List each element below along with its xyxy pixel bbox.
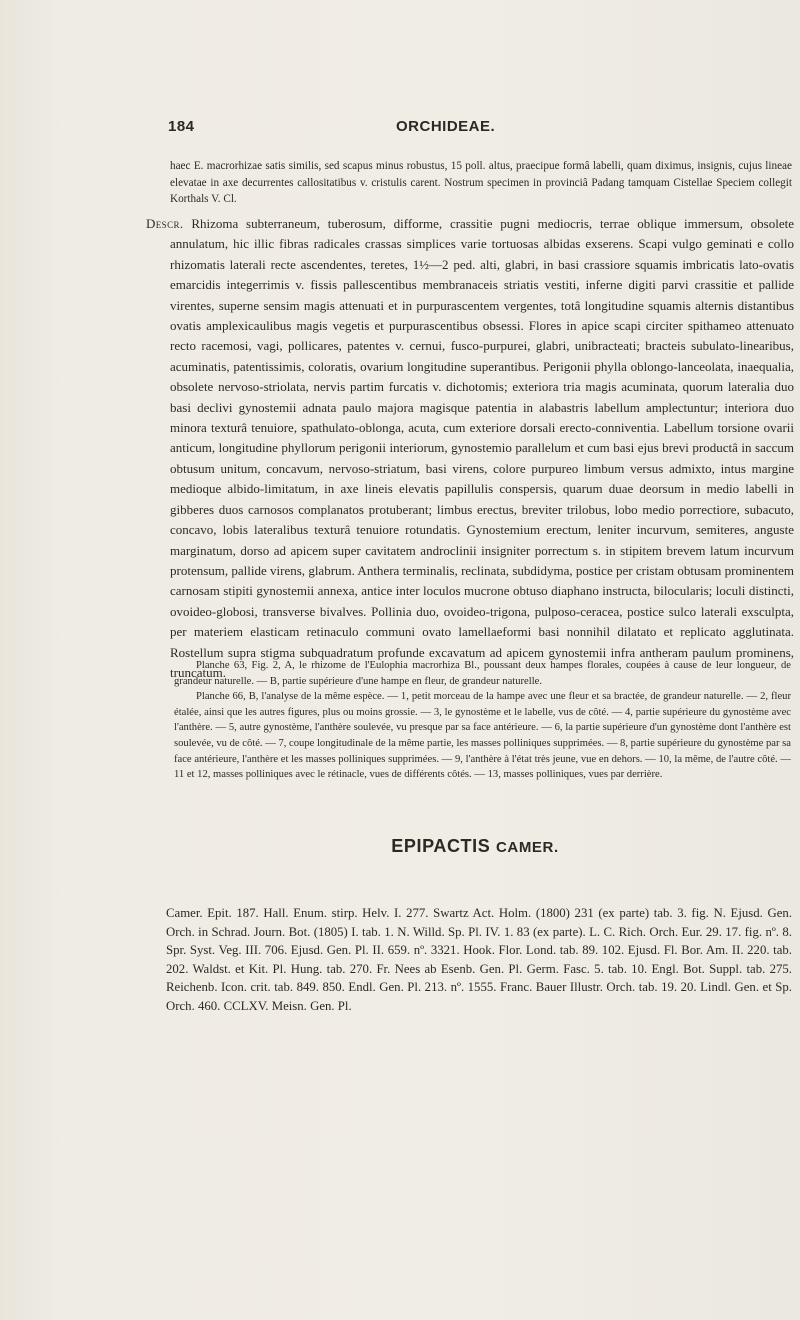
plate-note-66: Planche 66, B, l'analyse de la même espèce. — 1, petit morceau de la hampe avec une fleur et sa bractée, de grandeur naturelle. — 2, fleur étalée, ainsi que les autres figures, plus ou moins grossie. — 3, le gynostème et le labelle, vus de côté. — 4, partie supérieure du gynostème avec l'anthère. — 5, autre gynostème, l'anthère soulevée, vu presque par sa face antérieure. — 6, la partie supérieure d'un gynostème dont l'anthère est soulevée, vu de côté. — 7, coupe longitudinale de la même partie, les masses polliniques supprimées. — 8, partie supérieure du gynostème par sa face antérieure, l'anthère et les masses polliniques supprimées. — 9, l'anthère à l'état très jeune, vue en dehors. — 10, la même, de l'autre côté. — 11 et 12, masses polliniques avec le rétinacle, vues de différents côtés. — 13, masses polliniques, vues par derrière.: [174, 691, 791, 781]
description-label: Descr.: [146, 216, 184, 231]
page-number: 184: [168, 118, 195, 135]
plate-note-63: Planche 63, Fig. 2, A, le rhizome de l'Eulophia macrorhiza Bl., poussant deux hampes florales, coupées à cause de leur longueur, de grandeur naturelle. — B, partie supérieure d'une hampe en fleur, de grandeur naturelle.: [174, 660, 791, 687]
section-title: [200, 836, 750, 857]
genus-author: CAMER.: [495, 839, 559, 856]
intro-paragraph: haec E. macrorhizae satis similis, sed scapus minus robustus, 15 poll. altus, praecipue formâ labelli, quam diximus, insignis, cujus lineae elevatae in axe decurrentes callositatibus v. cristulis carent. Nostrum specimen in provinciâ Padang tamquam Cistellae Speciem collegit Korthals V. Cl.: [170, 160, 792, 206]
genus-name: EPIPACTIS: [391, 836, 491, 856]
description-paragraph: [146, 214, 794, 683]
references-paragraph: [166, 904, 792, 1016]
description-text: Rhizoma subterraneum, tuberosum, difforme, crassitie pugni mediocris, terrae oblique immersum, obsolete annulatum, hic illic fibras radicales crassas simplices varie tortuosas albidas exserens. Scapi vulgo geminati e collo rhizomatis laterali recte ascendentes, teretes, 1½—2 ped. alti, glabri, in basi crassiore squamis imbricatis lato-ovatis emarcidis integerrimis v. fissis pallescentibus membranaceis striatis vestiti, inferne digiti parvi crassitie et pallide virentes, superne sensim magis attenuati et in purpurascentem vergentes, totâ longitudine squamis alternis distantibus ovatis amplexicaulibus magis vegetis et purpurascentibus obsessi. Flores in apice scapi circiter spithameo attenuato recto racemosi, vagi, pollicares, patentes v. cernui, fusco-purpurei, glabri, unibracteati; bracteis subulato-linearibus, acuminatis, patentissimis, coloratis, ovarium longitudine superantibus. Perigonii phylla oblongo-lanceolata, inaequalia, obsolete nervoso-striolata, nervis partim furcatis v. dichotomis; exteriora tria magis acuminata, quorum lateralia duo basi declivi gynostemii adnata paulo majora magisque patentia in alabastris labellum amplectuntur; interiora duo minora texturâ tenuiore, spathulato-oblonga, acuta, cum exteriore dorsali erecto-conniventia. Labellum torsione ovarii anticum, longitudine phyllorum perigonii interiorum, gynostemio parallelum et cum basi ejus brevi productâ in saccum obtusum unitum, concavum, nervoso-striatum, basi virens, colore purpureo limbum versus admixto, intus margine medioque albido-limitatum, in axe lineis elevatis papillulis conspersis, quarum duae deorsum in medio labelli in gibberes duos carnosos complanatos protuberant; limbus erectus, breviter trilobus, lobo medio porrectiore, subacuto, concavo, lobis lateralibus texturâ tenuiore rotundatis. Gynostemium erectum, leniter incurvum, semiteres, anguste marginatum, dorso ad apicem super cavitatem androclinii insigniter porrectum s. in stipitem brevem latum incurvum protensum, pallide virens, glabrum. Anthera terminalis, reclinata, subdidyma, postice per cristam obtusam prominentem carnosam stipiti gynostemii annexa, antice inter loculos mucrone obtuso diaphano instructa, bilocularis; loculi distincti, ovoideo-globosi, transverse bivalves. Pollinia duo, ovoideo-trigona, pulposo-ceracea, postice sulco laterali exsculpta, per materiem elasticam retinaculo communi ovato lamellaeformi basi nonnihil dilatato et replicato agglutinata. Rostellum supra stigma subquadratum profunde excavatum ad apicem gynostemii infra antheram paulum prominens, truncatum.: [170, 216, 794, 680]
plate-notes: [174, 658, 791, 783]
references-text: Camer. Epit. 187. Hall. Enum. stirp. Helv. I. 277. Swartz Act. Holm. (1800) 231 (ex parte) tab. 3. fig. N. Ejusd. Gen. Orch. in Schrad. Journ. Bot. (1805) I. tab. 1. N. Willd. Sp. Pl. IV. 1. 83 (ex parte). L. C. Rich. Orch. Eur. 29. 17. fig. nº. 8. Spr. Syst. Veg. III. 706. Ejusd. Gen. Pl. II. 659. nº. 3321. Hook. Flor. Lond. tab. 89. 102. Ejusd. Fl. Bor. Am. II. 220. tab. 202. Waldst. et Kit. Pl. Hung. tab. 270. Fr. Nees ab Esenb. Gen. Pl. Germ. Fasc. 5. tab. 10. Engl. Bot. Suppl. tab. 275. Reichenb. Icon. crit. tab. 849. 850. Endl. Gen. Pl. 213. nº. 1555. Franc. Bauer Illustr. Orch. tab. 19. 20. Lindl. Gen. et Sp. Orch. 460. CCLXV. Meisn. Gen. Pl.: [166, 906, 792, 1013]
page-header: [168, 118, 792, 140]
running-title: ORCHIDEAE.: [396, 118, 496, 135]
